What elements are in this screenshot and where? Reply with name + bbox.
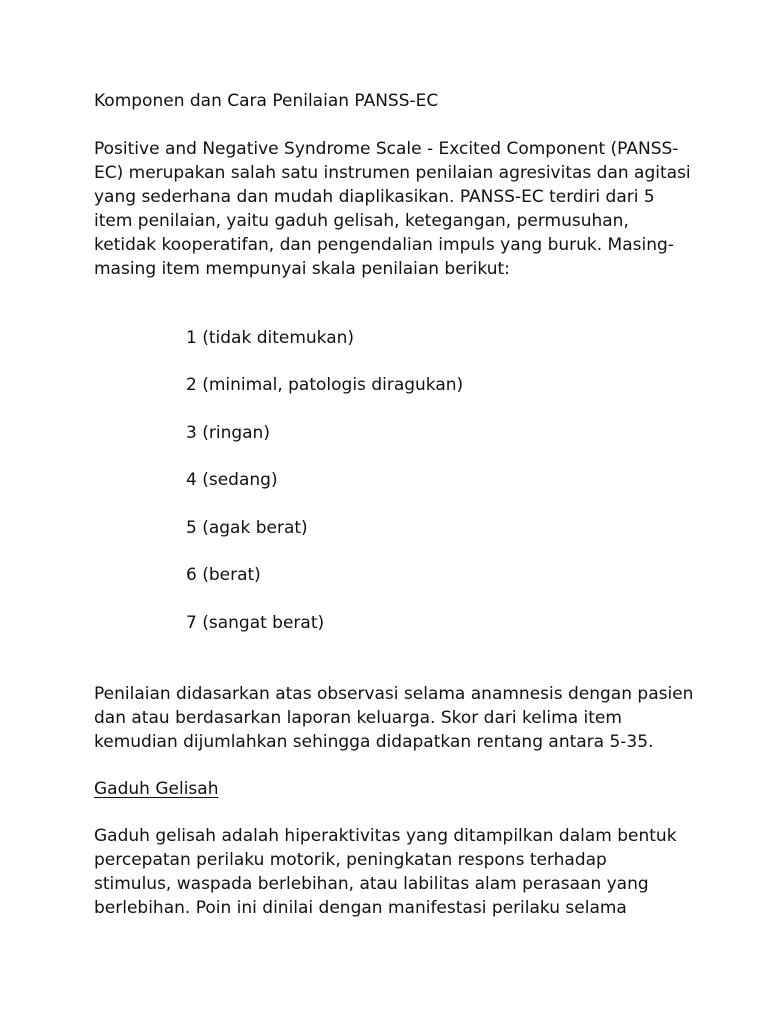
scale-item: 7 (sangat berat) (186, 613, 325, 633)
scoring-line: dan atau berdasarkan laporan keluarga. Skor dari kelima item (94, 708, 622, 728)
scoring-line: kemudian dijumlahkan sehingga didapatkan rentang antara 5-35. (94, 732, 654, 752)
intro-line: Positive and Negative Syndrome Scale - Excited Component (PANSS- (94, 139, 679, 159)
section-line: Gaduh gelisah adalah hiperaktivitas yang ditampilkan dalam bentuk (94, 826, 677, 846)
scale-item: 5 (agak berat) (186, 518, 308, 538)
intro-line: yang sederhana dan mudah diaplikasikan. PANSS-EC terdiri dari 5 (94, 187, 655, 207)
section-line: berlebihan. Poin ini dinilai dengan manifestasi perilaku selama (94, 898, 627, 918)
section-line: percepatan perilaku motorik, peningkatan respons terhadap (94, 850, 607, 870)
scale-item: 4 (sedang) (186, 470, 278, 490)
section-line: stimulus, waspada berlebihan, atau labilitas alam perasaan yang (94, 874, 649, 894)
scoring-line: Penilaian didasarkan atas observasi selama anamnesis dengan pasien (94, 684, 694, 704)
document-title: Komponen dan Cara Penilaian PANSS-EC (94, 91, 439, 111)
scale-item: 2 (minimal, patologis diragukan) (186, 375, 464, 395)
intro-line: item penilaian, yaitu gaduh gelisah, ketegangan, permusuhan, (94, 211, 629, 231)
scale-item: 6 (berat) (186, 565, 261, 585)
intro-line: ketidak kooperatifan, dan pengendalian impuls yang buruk. Masing- (94, 235, 674, 255)
scale-item: 3 (ringan) (186, 423, 270, 443)
section-heading: Gaduh Gelisah (94, 779, 219, 799)
intro-line: EC) merupakan salah satu instrumen penilaian agresivitas dan agitasi (94, 163, 691, 183)
intro-line: masing item mempunyai skala penilaian berikut: (94, 259, 510, 279)
scale-item: 1 (tidak ditemukan) (186, 328, 355, 348)
